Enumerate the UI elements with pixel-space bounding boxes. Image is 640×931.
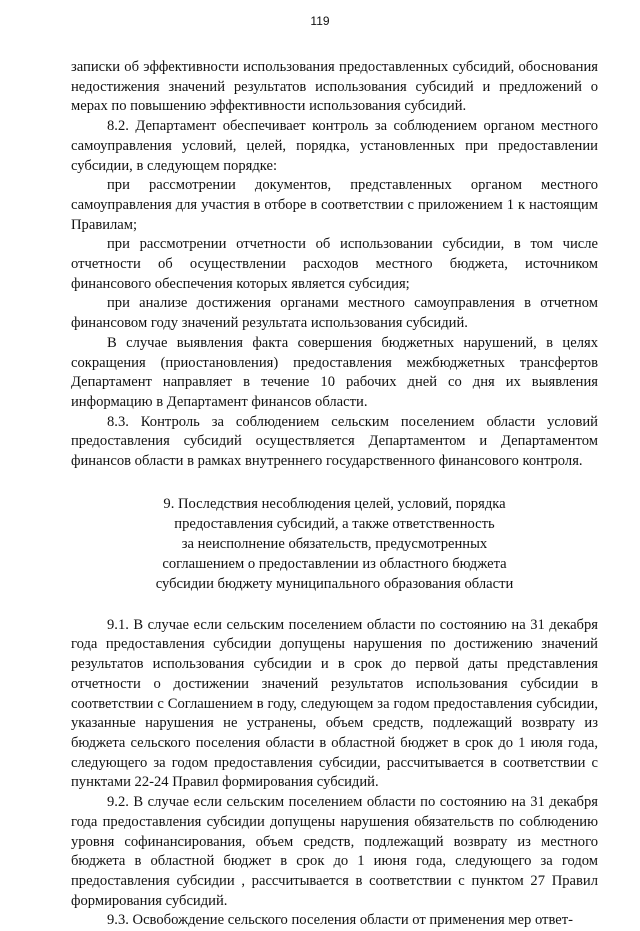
paragraph: 9.2. В случае если сельским поселением области по состоянию на 31 декабря года предоставления субсидии допущены нарушения обязательств по соблюдению уровня софинансирования, объем средств, подлежащий возврату из местного бюджета в областной бюджет в срок до 1 июня года, следующего за годом предоставления субсидии , рассчитывается в соответствии с пунктом 27 Правил формирования субсидий. [71, 794, 598, 909]
paragraph: записки об эффективности использования предоставленных субсидий, обоснования недостижения значений результатов использования субсидий и предложений о мерах по повышению эффективности использования субсидий. [71, 59, 598, 115]
paragraph: 9.3. Освобождение сельского поселения области от применения мер ответ- [107, 912, 573, 929]
paragraph: при анализе достижения органами местного самоуправления в отчетном финансовом году значений результата использования субсидий. [71, 295, 598, 332]
page-number: 119 [310, 14, 330, 28]
heading-line: предоставления субсидий, а также ответственность [174, 515, 495, 532]
section-heading [111, 494, 558, 594]
paragraph: 8.2. Департамент обеспечивает контроль за соблюдением органом местного самоуправления условий, целей, порядка, установленных при предоставлении субсидии, в следующем порядке: [71, 118, 598, 174]
paragraph: В случае выявления факта совершения бюджетных нарушений, в целях сокращения (приостановления) предоставления межбюджетных трансфертов Департамент направляет в течение 10 рабочих дней со дня их выявления информацию в Департамент финансов области. [71, 334, 598, 410]
heading-line: соглашением о предоставлении из областного бюджета [162, 555, 507, 572]
heading-line: за неисполнение обязательств, предусмотренных [181, 535, 488, 552]
paragraph: при рассмотрении отчетности об использовании субсидии, в том числе отчетности об осуществлении расходов местного бюджета, источником финансового обеспечения которых является субсидия; [71, 236, 598, 292]
paragraph: при рассмотрении документов, представленных органом местного самоуправления для участия в отборе в соответствии с приложением 1 к настоящим Правилам; [71, 177, 598, 233]
document-body [71, 58, 598, 931]
heading-line: 9. Последствия несоблюдения целей, условий, порядка [163, 495, 506, 512]
paragraph: 9.1. В случае если сельским поселением области по состоянию на 31 декабря года предоставления субсидии допущены нарушения по достижению значений результатов использования субсидии и в срок до первой даты представления отчетности о достижении значений результатов использования субсидии в соответствии с Соглашением в году, следующем за годом предоставления субсидии, указанные нарушения не устранены, объем средств, подлежащий возврату из бюджета сельского поселения области в областной бюджет в срок до 1 июля года, следующего за годом предоставления субсидии, рассчитывается в соответствии с пунктами 22-24 Правил формирования субсидий. [71, 616, 598, 791]
heading-line: субсидии бюджету муниципального образования области [155, 575, 514, 592]
paragraph: 8.3. Контроль за соблюдением сельским поселением области условий предоставления субсидий осуществляется Департаментом и Департаментом финансов области в рамках внутреннего государственного финансового контроля. [71, 413, 598, 470]
